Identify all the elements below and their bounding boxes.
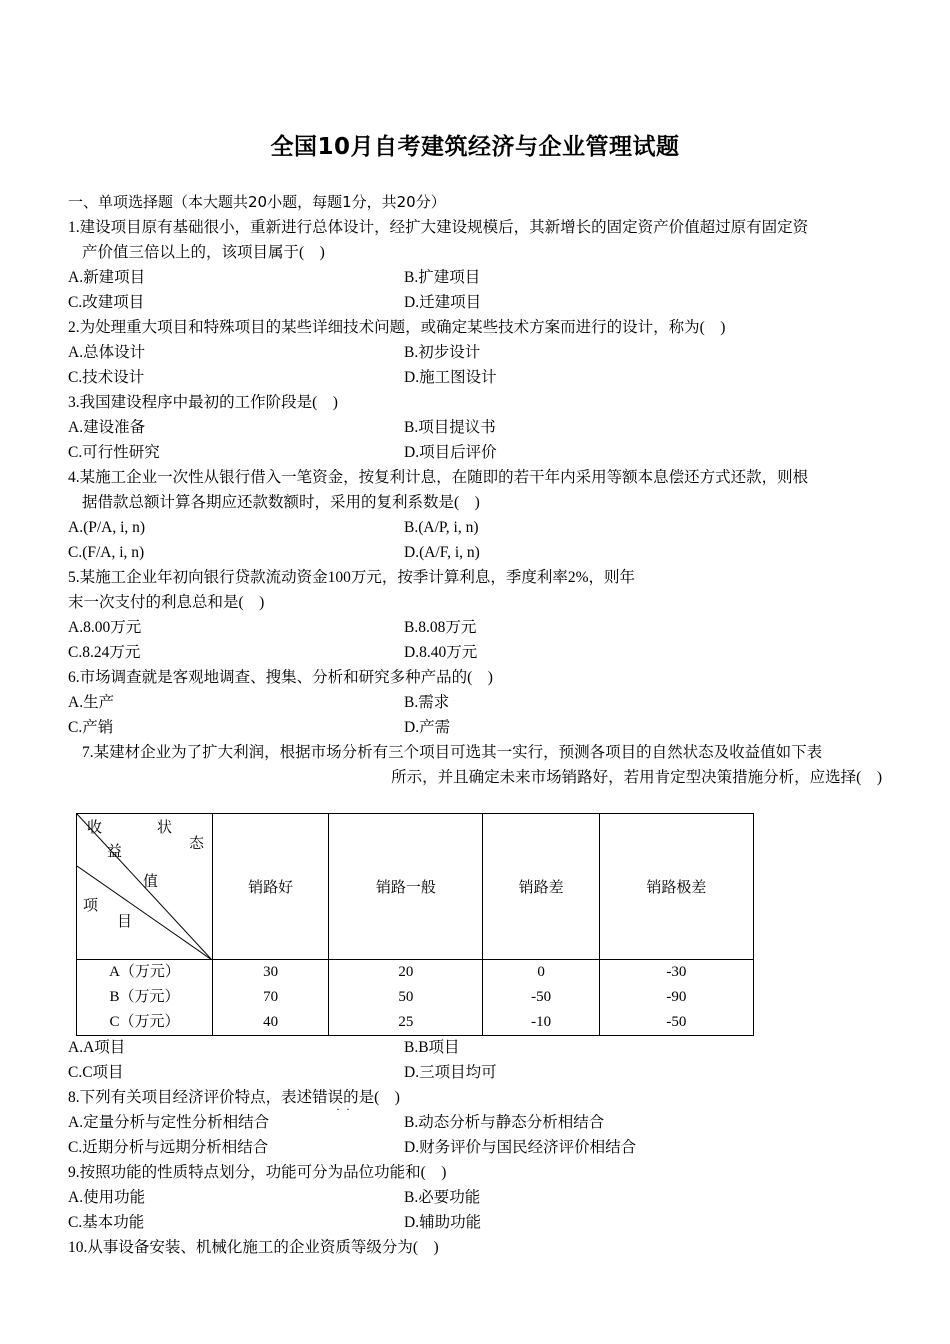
table-cell: -50 [483, 985, 599, 1010]
table-row [77, 1010, 754, 1036]
q6-option-a: A.生产 [68, 694, 115, 711]
q2-option-d: D.施工图设计 [404, 369, 497, 386]
row-label: A（万元） [77, 960, 213, 986]
question-5-stem: 5.某施工企业年初向银行贷款流动资金100万元，按季计算利息，季度利率2%，则年 [68, 569, 636, 586]
question-1-stem: 1.建设项目原有基础很小，重新进行总体设计，经扩大建设规模后，其新增长的固定资产价值超过原有固定资 [68, 219, 809, 236]
q4-option-a: A.(P/A, i, n) [68, 519, 146, 536]
diag-label-zhi: 值 [143, 874, 159, 890]
q9-option-c: C.基本功能 [68, 1214, 145, 1231]
question-1-stem-cont: 产价值三倍以上的，该项目属于( ) [82, 244, 325, 261]
q6-option-b: B.需求 [404, 694, 450, 711]
question-4-stem: 4.某施工企业一次性从银行借入一笔资金，按复利计息，在随即的若干年内采用等额本息偿还方式还款，则根 [68, 469, 809, 486]
table-cell: 30 [213, 960, 329, 986]
q9-option-d: D.辅助功能 [404, 1214, 482, 1231]
q1-option-b: B.扩建项目 [404, 269, 481, 286]
question-7-stem: 7.某建材企业为了扩大利润，根据市场分析有三个项目可选其一实行，预测各项目的自然状态及收益值如下表 [82, 744, 823, 761]
q1-option-a: A.新建项目 [68, 269, 146, 286]
diagonal-header-cell [77, 814, 213, 960]
q8-option-a: A.定量分析与定性分析相结合 [68, 1114, 270, 1131]
q2-option-c: C.技术设计 [68, 369, 145, 386]
q5-option-d: D.8.40万元 [404, 644, 478, 661]
table-cell: -30 [599, 960, 753, 986]
q8-option-b: B.动态分析与静态分析相结合 [404, 1114, 605, 1131]
diag-label-shou: 收 [87, 820, 103, 836]
q4-option-d: D.(A/F, i, n) [404, 544, 480, 561]
q3-option-d: D.项目后评价 [404, 444, 497, 461]
q9-option-b: B.必要功能 [404, 1189, 481, 1206]
emphasis-dots: ·· [336, 1102, 356, 1116]
q4-option-c: C.(F/A, i, n) [68, 544, 145, 561]
q3-option-b: B.项目提议书 [404, 419, 496, 436]
q5-option-b: B.8.08万元 [404, 619, 477, 636]
q8-option-d: D.财务评价与国民经济评价相结合 [404, 1139, 637, 1156]
question-2-stem: 2.为处理重大项目和特殊项目的某些详细技术问题，或确定某些技术方案而进行的设计，称为( ) [68, 319, 726, 336]
diag-label-zhuang: 状 [157, 820, 173, 836]
q7-option-a: A.A项目 [68, 1039, 126, 1056]
column-header: 销路差 [483, 814, 599, 960]
question-4-stem-cont: 据借款总额计算各期应还款数额时，采用的复利系数是( ) [82, 494, 480, 511]
table-cell: 40 [213, 1010, 329, 1036]
table-cell: 20 [329, 960, 483, 986]
q3-option-a: A.建设准备 [68, 419, 146, 436]
table-cell: 50 [329, 985, 483, 1010]
diag-label-tai: 态 [189, 836, 205, 852]
table-cell: -50 [599, 1010, 753, 1036]
diag-label-yi: 益 [107, 844, 123, 860]
q4-option-b: B.(A/P, i, n) [404, 519, 479, 536]
q5-option-a: A.8.00万元 [68, 619, 142, 636]
q1-option-d: D.迁建项目 [404, 294, 482, 311]
diag-label-xiang: 项 [83, 898, 99, 914]
question-10-stem: 10.从事设备安装、机械化施工的企业资质等级分为( ) [68, 1239, 439, 1256]
section-heading: 一、单项选择题（本大题共20小题，每题1分，共20分） [68, 193, 446, 211]
row-label: C（万元） [77, 1010, 213, 1036]
diag-label-mu: 目 [117, 914, 133, 930]
question-5-stem-cont: 末一次支付的利息总和是( ) [68, 594, 265, 611]
q7-option-c: C.C项目 [68, 1064, 124, 1081]
q7-option-d: D.三项目均可 [404, 1064, 497, 1081]
q1-option-c: C.改建项目 [68, 294, 145, 311]
payoff-table [76, 813, 754, 1036]
q2-option-a: A.总体设计 [68, 344, 146, 361]
page-title: 全国10月自考建筑经济与企业管理试题 [270, 134, 680, 160]
column-header: 销路一般 [329, 814, 483, 960]
q6-option-d: D.产需 [404, 719, 451, 736]
table-cell: -90 [599, 985, 753, 1010]
q6-option-c: C.产销 [68, 719, 114, 736]
question-3-stem: 3.我国建设程序中最初的工作阶段是( ) [68, 394, 338, 411]
column-header: 销路好 [213, 814, 329, 960]
table-cell: 70 [213, 985, 329, 1010]
table-cell: 0 [483, 960, 599, 986]
q7-option-b: B.B项目 [404, 1039, 460, 1056]
column-header: 销路极差 [599, 814, 753, 960]
table-cell: 25 [329, 1010, 483, 1036]
row-label: B（万元） [77, 985, 213, 1010]
q2-option-b: B.初步设计 [404, 344, 481, 361]
q3-option-c: C.可行性研究 [68, 444, 160, 461]
q5-option-c: C.8.24万元 [68, 644, 141, 661]
question-9-stem: 9.按照功能的性质特点划分，功能可分为品位功能和( ) [68, 1164, 447, 1181]
question-6-stem: 6.市场调查就是客观地调查、搜集、分析和研究多种产品的( ) [68, 669, 493, 686]
question-7-stem-cont: 所示，并且确定未来市场销路好，若用肯定型决策措施分析，应选择( ) [391, 769, 882, 786]
question-8-stem: 8.下列有关项目经济评价特点，表述错误的是( ) [68, 1089, 400, 1106]
q9-option-a: A.使用功能 [68, 1189, 146, 1206]
table-row [77, 985, 754, 1010]
q8-option-c: C.近期分析与远期分析相结合 [68, 1139, 269, 1156]
table-row [77, 960, 754, 986]
table-cell: -10 [483, 1010, 599, 1036]
